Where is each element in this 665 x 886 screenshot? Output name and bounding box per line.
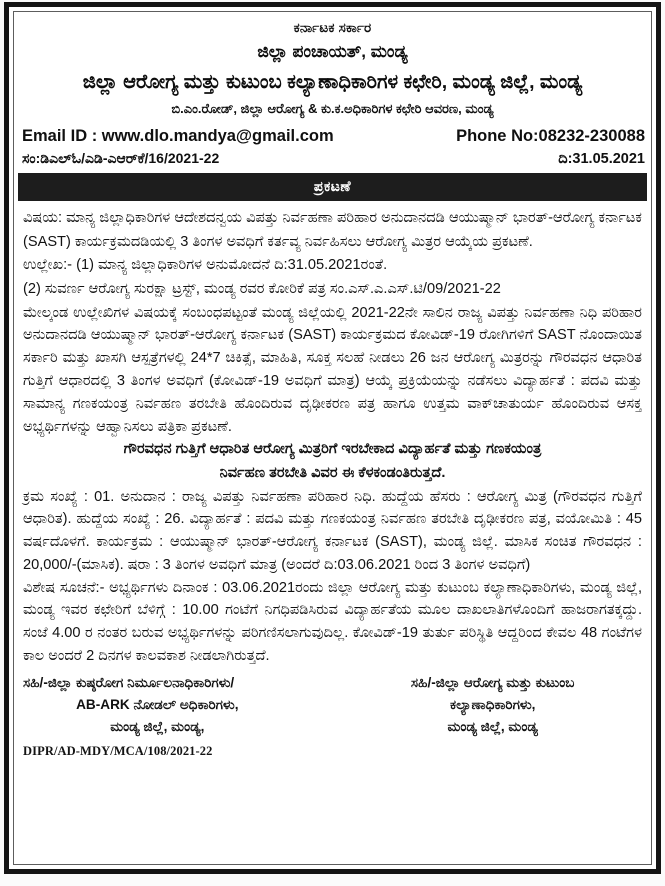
advertisement-outer-border	[4, 2, 661, 874]
contact-row	[14, 127, 651, 146]
post-details-paragraph: ಕ್ರಮ ಸಂಖ್ಯೆ : 01. ಅನುದಾನ : ರಾಜ್ಯ ವಿಪತ್ತು ನಿರ್ವಹಣಾ ಪರಿಹಾರ ನಿಧಿ. ಹುದ್ದೆಯ ಹೆಸರು : ಆರೋಗ್ಯ ಮಿತ್ರ (ಗೌರವಧನ ಗುತ್ತಿಗೆ ಆಧಾರಿತ). ಹುದ್ದೆಯ ಸಂಖ್ಯೆ : 26. ವಿದ್ಯಾರ್ಹತೆ : ಪದವಿ ಮತ್ತು ಗಣಕಯಂತ್ರ ನಿರ್ವಹಣ ತರಬೇತಿ ದೃಢೀಕರಣ ಪತ್ರ, ವಯೋಮಿತಿ : 45 ವರ್ಷದೊಳಗೆ. ಕಾರ್ಯಕ್ರಮ : ಆಯುಷ್ಮಾನ್ ಭಾರತ್-ಆರೋಗ್ಯ ಕರ್ನಾಟಕ (SAST), ಮಂಡ್ಯ ಜಿಲ್ಲೆ. ಮಾಸಿಕ ಸಂಚಿತ ಗೌರವಧನ : 20,000/-(ಮಾಸಿಕ). ಷರಾ : 3 ತಿಂಗಳ ಅವಧಿಗೆ ಮಾತ್ರ (ಅಂದರೆ ದಿ:03.06.2021 ರಿಂದ 3 ತಿಂಗಳ ಅವಧಿಗೆ)	[23, 488, 642, 573]
signature-right-line-3: ಮಂಡ್ಯ ಜಿಲ್ಲೆ, ಮಂಡ್ಯ	[447, 718, 538, 734]
special-note-paragraph: ವಿಶೇಷ ಸೂಚನೆ:- ಅಭ್ಯರ್ಥಿಗಳು ದಿನಾಂಕ : 03.06.2021ರಂದು ಜಿಲ್ಲಾ ಆರೋಗ್ಯ ಮತ್ತು ಕುಟುಂಬ ಕಲ್ಯಾಣಾಧಿಕಾರಿಗಳು, ಮಂಡ್ಯ ಜಿಲ್ಲೆ, ಮಂಡ್ಯ ಇವರ ಕಛೇರಿಗೆ ಬೆಳಿಗ್ಗೆ : 10.00 ಗಂಟೆಗೆ ನಿಗಧಿಪಡಿಸಿರುವ ವಿದ್ಯಾರ್ಹತೆಯ ಮೂಲ ದಾಖಲಾತಿಗಳೊಂದಿಗೆ ಹಾಜರಾಗತಕ್ಕದ್ದು. ಸಂಜೆ 4.00 ರ ನಂತರ ಬರುವ ಅಭ್ಯರ್ಥಿಗಳನ್ನು ಪರಿಗಣಿಸಲಾಗುವುದಿಲ್ಲ. ಕೋವಿಡ್-19 ತುರ್ತು ಪರಿಸ್ಥಿತಿ ಆದ್ದರಿಂದ ಕೇವಲ 48 ಗಂಟೆಗಳ ಕಾಲ ಅಂದರೆ 2 ದಿನಗಳ ಕಾಲವಕಾಶ ನೀಡಲಾಗಿರುತ್ತದೆ.	[23, 579, 642, 664]
signature-right	[344, 672, 641, 738]
signature-right-line-2: ಕಲ್ಯಾಣಾಧಿಕಾರಿಗಳು,	[449, 696, 536, 712]
signature-block	[14, 668, 651, 738]
email-label: Email ID : www.dlo.mandya@gmail.com	[22, 127, 334, 146]
zilla-panchayat-name: ಜಿಲ್ಲಾ ಪಂಚಾಯತ್, ಮಂಡ್ಯ	[257, 42, 408, 62]
subject-paragraph: ವಿಷಯ: ಮಾನ್ಯ ಜಿಲ್ಲಾಧಿಕಾರಿಗಳ ಆದೇಶದನ್ವಯ ವಿಪತ್ತು ನಿರ್ವಹಣಾ ಪರಿಹಾರ ಅನುದಾನದಡಿ ಆಯುಷ್ಮಾನ್ ಭಾರತ್-ಆರೋಗ್ಯ ಕರ್ನಾಟಕ (SAST) ಕಾರ್ಯಕ್ರಮದಡಿಯಲ್ಲಿ 3 ತಿಂಗಳ ಅವಧಿಗೆ ಕರ್ತವ್ಯ ನಿರ್ವಹಿಸಲು ಆರೋಗ್ಯ ಮಿತ್ರರ ಆಯ್ಕೆಯ ಪ್ರಕಟಣೆ.	[23, 210, 642, 250]
footer-publication-code: DIPR/AD-MDY/MCA/108/2021-22	[23, 743, 213, 758]
phone-label: Phone No:08232-230088	[456, 127, 645, 146]
main-paragraph: ಮೇಲ್ಕಂಡ ಉಲ್ಲೇಖಿಗಳ ವಿಷಯಕ್ಕೆ ಸಂಬಂಧಪಟ್ಟಂತೆ ಮಂಡ್ಯ ಜಿಲ್ಲೆಯಲ್ಲಿ 2021-22ನೇ ಸಾಲಿನ ರಾಜ್ಯ ವಿಪತ್ತು ನಿರ್ವಹಣಾ ನಿಧಿ ಪರಿಹಾರ ಅನುದಾನದಡಿ ಆಯುಷ್ಮಾನ್ ಭಾರತ್-ಆರೋಗ್ಯ ಕರ್ನಾಟಕ (SAST) ಕಾರ್ಯಕ್ರಮದ ಕೋವಿಡ್-19 ರೋಗಿಗಳಿಗೆ SAST ನೊಂದಾಯಿತ ಸರ್ಕಾರಿ ಮತ್ತು ಖಾಸಗಿ ಆಸ್ಪತ್ರೆಗಳಲ್ಲಿ 24*7 ಚಿಕಿತ್ಸೆ, ಮಾಹಿತಿ, ಸೂಕ್ತ ಸಲಹೆ ನೀಡಲು 26 ಜನ ಆರೋಗ್ಯ ಮಿತ್ರರನ್ನು ಗೌರವಧನ ಆಧಾರಿತ ಗುತ್ತಿಗೆ ಆಧಾರದಲ್ಲಿ 3 ತಿಂಗಳ ಅವಧಿಗೆ (ಕೋವಿಡ್-19 ಅವಧಿಗೆ ಮಾತ್ರ) ಆಯ್ಕೆ ಪ್ರಕ್ರಿಯೆಯನ್ನು ನಡೆಸಲು ವಿದ್ಯಾರ್ಹತೆ : ಪದವಿ ಮತ್ತು ಸಾಮಾನ್ಯ ಗಣಕಯಂತ್ರ ನಿರ್ವಹಣ ತರಬೇತಿ ಹೊಂದಿರುವ ದೃಢೀಕರಣ ಪತ್ರ ಹಾಗೂ ಉತ್ತಮ ವಾಕ್‌ಚಾತುರ್ಯ ಹೊಂದಿರುವ ಆಸಕ್ತ ಅಭ್ಯರ್ಥಿಗಳನ್ನು ಆಹ್ವಾನಿಸಲು ಪತ್ರಿಕಾ ಪ್ರಕಟಣೆ.	[23, 304, 642, 435]
signature-right-line-1: ಸಹಿ/-ಜಿಲ್ಲಾ ಆರೋಗ್ಯ ಮತ್ತು ಕುಟುಂಬ	[410, 674, 575, 690]
reference-line-1: ಉಲ್ಲೇಖ:- (1) ಮಾನ್ಯ ಜಿಲ್ಲಾಧಿಕಾರಿಗಳ ಅನುಮೋದನೆ ದಿ:31.05.2021ರಂತೆ.	[23, 257, 388, 274]
advertisement-inner-frame	[13, 11, 652, 865]
notice-date: ದಿ:31.05.2021	[558, 151, 645, 168]
qualification-heading-line-1: ಗೌರವಧನ ಗುತ್ತಿಗೆ ಆಧಾರಿತ ಆರೋಗ್ಯ ಮಿತ್ರರಿಗೆ ಇರಬೇಕಾದ ವಿದ್ಯಾರ್ಹತೆ ಮತ್ತು ಗಣಕಯಂತ್ರ	[123, 441, 542, 458]
government-name: ಕರ್ನಾಟಕ ಸರ್ಕಾರ	[293, 20, 372, 35]
office-address: ಬಿ.ಎಂ.ರೋಡ್, ಜಿಲ್ಲಾ ಆರೋಗ್ಯ & ಕು.ಕ.ಅಧಿಕಾರಿಗಳ ಕಛೇರಿ ಆವರಣ, ಮಂಡ್ಯ	[171, 100, 494, 116]
signature-left-line-1: ಸಹಿ/-ಜಿಲ್ಲಾ ಕುಷ್ಠರೋಗ ನಿರ್ಮೂಲನಾಧಿಕಾರಿಗಳು/	[23, 674, 235, 690]
notice-body	[14, 201, 651, 668]
signature-left-line-3: ಮಂಡ್ಯ ಜಿಲ್ಲೆ, ಮಂಡ್ಯ,	[110, 718, 205, 734]
masthead	[14, 12, 651, 121]
reference-number: ಸಂ:ಡಿಎಲ್‌ಓ/ಎಡಿ-ಎಆರ್‌ಕೆ/16/2021-22	[22, 150, 220, 167]
notice-banner-title: ಪ್ರಕಟಣೆ	[18, 173, 647, 201]
signature-left-line-2: AB-ARK ನೋಡಲ್ ಅಧಿಕಾರಿಗಳು,	[76, 696, 239, 712]
reference-line-2: (2) ಸುವರ್ಣ ಆರೋಗ್ಯ ಸುರಕ್ಷಾ ಟ್ರಸ್ಟ್, ಮಂಡ್ಯ ರವರ ಕೋರಿಕೆ ಪತ್ರ ಸಂ.ಎಸ್.ಎ.ಎಸ್.ಟಿ/09/2021-22	[23, 281, 501, 298]
office-name: ಜಿಲ್ಲಾ ಆರೋಗ್ಯ ಮತ್ತು ಕುಟುಂಬ ಕಲ್ಯಾಣಾಧಿಕಾರಿಗಳ ಕಛೇರಿ, ಮಂಡ್ಯ ಜಿಲ್ಲೆ, ಮಂಡ್ಯ	[82, 70, 583, 93]
signature-left	[23, 672, 320, 738]
qualification-heading-line-2: ನಿರ್ವಹಣ ತರಬೇತಿ ವಿವರ ಈ ಕೆಳಕಂಡಂತಿರುತ್ತದೆ.	[219, 464, 446, 481]
reference-row	[14, 150, 651, 167]
